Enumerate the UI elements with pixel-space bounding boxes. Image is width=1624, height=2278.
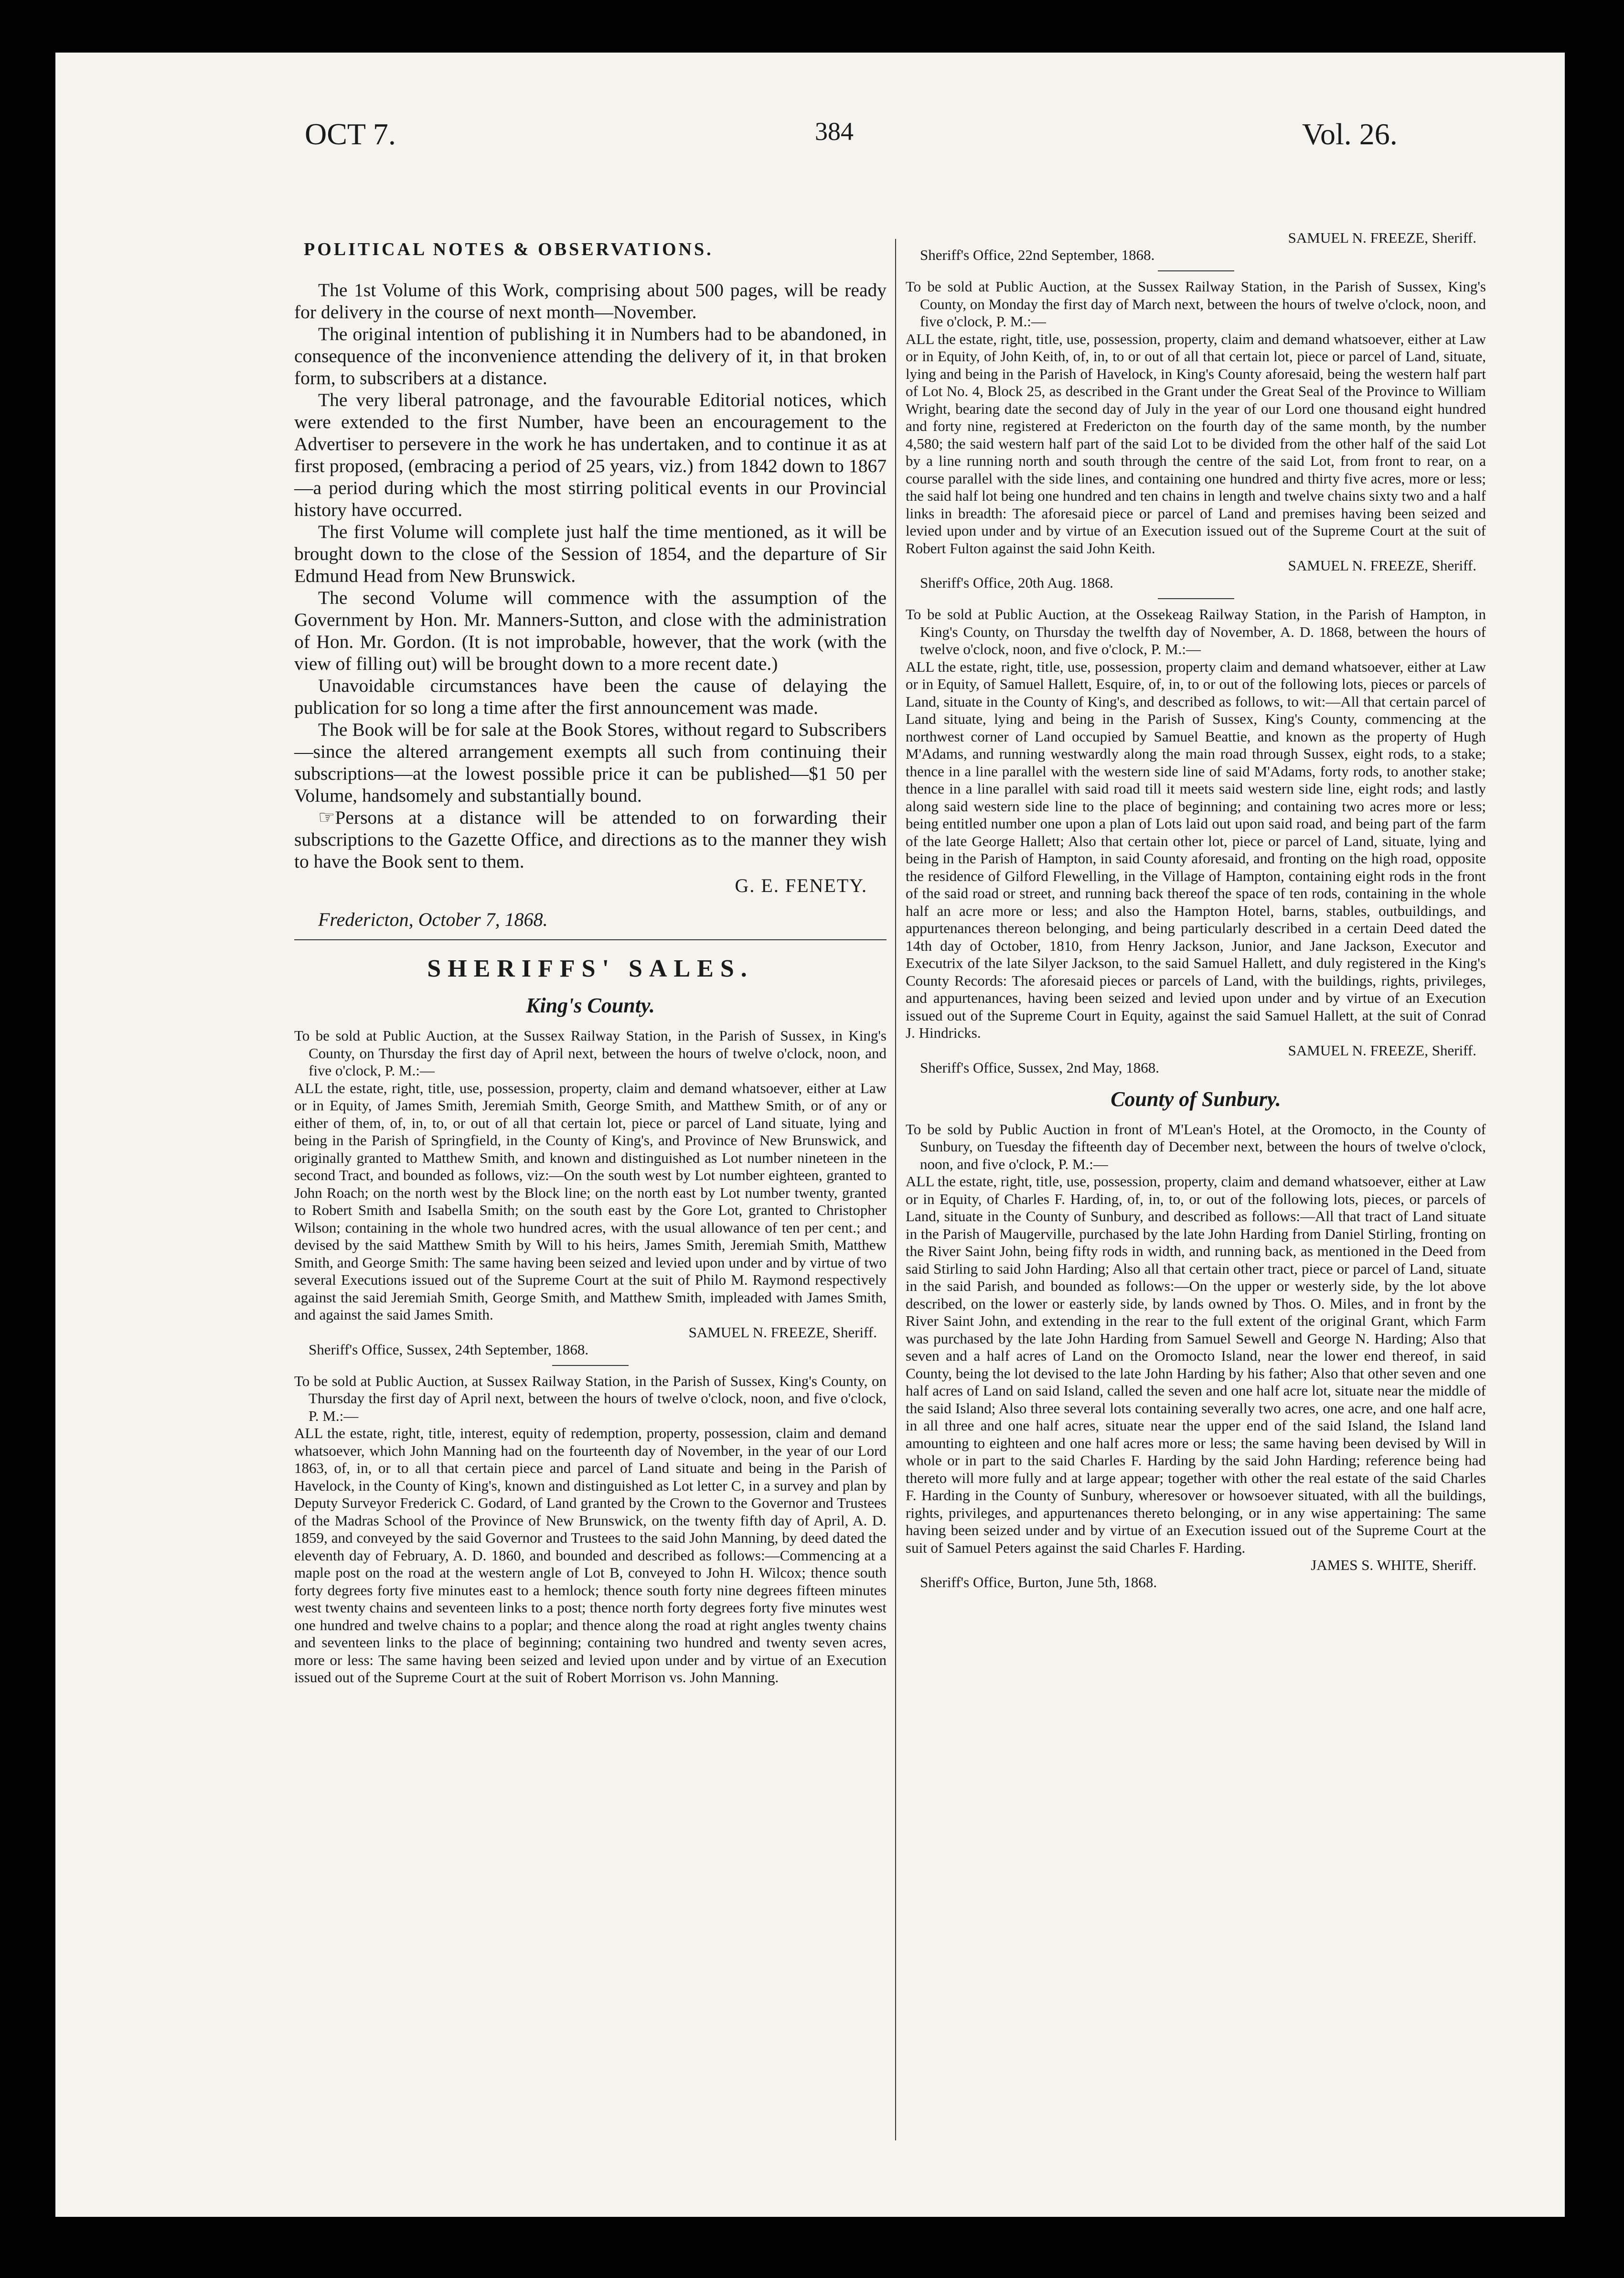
notes-paragraph: The original intention of publishing it in Numbers had to be abandoned, in consequence of the inconvenience attending the delivery of it, in that broken form, to subscribers at a distance. [294,323,887,388]
political-notes-title: POLITICAL NOTES & OBSERVATIONS. [304,239,714,259]
sheriff-office-date: Sheriff's Office, Sussex, 24th September, 1868. [309,1341,589,1358]
sheriff-signature: SAMUEL N. FREEZE, Sheriff. [1288,229,1476,246]
left-column [294,239,887,1687]
notice-rule [1158,270,1234,271]
sheriff-signature: SAMUEL N. FREEZE, Sheriff. [1288,557,1476,574]
notice-intro: To be sold at Public Auction, at Sussex Railway Station, in the Parish of Sussex, King's County, on Thursday the first day of April next, between the hours of twelve o'clock, noon, and five o'clock, P. M.:— [294,1372,887,1424]
notice-intro: To be sold at Public Auction, at the Sussex Railway Station, in the Parish of Sussex, King's County, on Monday the first day of March next, between the hours of twelve o'clock, noon, and five o'clock, P. M.:— [906,278,1486,330]
editor-signature: G. E. FENETY. [735,875,867,896]
sale-notice [906,606,1486,1076]
notice-body: ALL the estate, right, title, use, possession, property claim and demand whatsoever, either at Law or in Equity, of Samuel Hallett, Esquire, of, in, to or out of the following lots, pieces or parcels of Land, situate in the County of King's, and described as follows, to wit:—All that certain parcel of Land situate, lying and being in the Parish of Sussex, King's County, commencing at the northwest corner of Land occupied by Samuel Beattie, and known as the property of Hugh M'Adams, and running westwardly along the main road through Sussex, eight rods, to a stake; thence in a line parallel with the western side line of said M'Adams, forty rods, to another stake; thence in a line parallel with said road till it meets said western side line, eight rods; and lastly along said western side line to the place of beginning; and containing two acres more or less; being entitled number one upon a plan of Lots laid out upon said road, and being part of the farm of the late George Hallett; Also that certain other lot, piece or parcel of Land, situate, lying and being in the Parish of Hampton, in said County aforesaid, and fronting on the high road, opposite the residence of Gilford Flewelling, in the Village of Hampton, containing eight rods in the front of the said road or street, and running back thereof the space of ten rods, containing in the whole half an acre more or less; and also the Hampton Hotel, barns, stables, outbuildings, and appurtenances thereon belonging, and being particularly described in a certain Deed dated the 14th day of October, 1810, from Henry Jackson, Junior, and Jane Jackson, Executor and Executrix of the late Silyer Jackson, to the said Samuel Hallett, and duly registered in the King's County Records: The aforesaid pieces or parcels of Land, with the buildings, rights, privileges, and appurtenances, having been seized and levied upon under and by virtue of an Execution issued out of the Supreme Court in Equity, against the said Samuel Hallett, at the suit of Conrad J. Hindricks. [906,658,1486,1041]
issue-date: OCT 7. [305,117,396,151]
sheriff-office-date: Sheriff's Office, 20th Aug. 1868. [920,574,1113,591]
kings-county-heading: King's County. [526,994,655,1017]
notes-paragraph: The first Volume will complete just half the time mentioned, as it will be brought down to the close of the Session of 1854, and the departure of Sir Edmund Head from New Brunswick. [294,521,887,586]
volume-number: Vol. 26. [1302,117,1398,151]
notice-body: ALL the estate, right, title, interest, equity of redemption, property, possession, claim and demand whatsoever, which John Manning had on the fourteenth day of November, in the year of our Lord 1863, of, in, or to all that certain piece and parcel of Land situate and being in the Parish of Havelock, in the County of King's, known and distinguished as Lot letter C, in a survey and plan by Deputy Surveyor Frederick C. Godard, of Land granted by the Crown to the Governor and Trustees of the Madras School of the Province of New Brunswick, on the twenty fifth day of April, A. D. 1859, and conveyed by the said Governor and Trustees to the said John Manning, by deed dated the eleventh day of February, A. D. 1860, and bounded and described as follows:—Commencing at a maple post on the road at the western angle of Lot B, conveyed to John H. Wilcox; thence south forty degrees forty five minutes east to a hemlock; thence south forty nine degrees fifteen minutes west twenty chains and seventeen links to a post; thence north forty degrees forty five minutes west one hundred and twelve chains to a poplar; and thence along the road at right angles twenty chains and seventeen links to the place of beginning; containing two hundred and twenty seven acres, more or less: The same having been seized and levied upon under and by virtue of an Execution issued out of the Supreme Court at the suit of Robert Morrison vs. John Manning. [294,1425,887,1686]
notice-intro: To be sold at Public Auction, at the Sussex Railway Station, in the Parish of Sussex, in King's County, on Thursday the first day of April next, between the hours of twelve o'clock, noon, and five o'clock, P. M.:— [294,1027,887,1079]
sale-notice [294,1373,887,1687]
sunbury-county-heading: County of Sunbury. [1111,1087,1281,1111]
notice-body: ALL the estate, right, title, use, possession, property, claim and demand whatsoever, either at Law or in Equity, of Charles F. Harding, of, in, to, or out of the following lots, pieces, or parcels of Land, situate in the County of Sunbury, and described as follows:—All that tract of Land situate in the Parish of Maugerville, purchased by the late John Harding from Daniel Stirling, fronting on the River Saint John, being fifty rods in width, and running back, as mentioned in the Deed from said Stirling to said John Harding; Also all that certain other tract, piece or parcel of Land, situate in the said Parish, and bounded as follows:—On the upper or westerly side, by the lot above described, on the lower or easterly side, by lands owned by Thos. O. Miles, and in front by the River Saint John, and extending in the rear to the full extent of the original Grant, which Farm was purchased by the late John Harding from Samuel Sewell and George N. Harding; Also that seven and a half acres of Land on the Oromocto Island, near the lower end thereof, in said County, being the lot devised to the late John Harding by his father; Also that other seven and one half acres of Land on said Island, called the seven and one half acre lot, situate near the middle of the said Island; Also three several lots containing severally two acres, one acre, and one half acre, in all three and one half acres, situate near the upper end of the said Island, the Island land amounting to eighteen and one half acres more or less; the same having been devised by Will in whole or in part to the said Charles F. Harding by the said John Harding; reference being had thereto will more fully and at large appear; together with other the real estate of the said Charles F. Harding in the County of Sunbury, wheresover or howsoever situated, with all the buildings, rights, privileges, and appurtenances thereto belonging, or in any wise appertaining: The same having been seized under and by virtue of an Execution issued out of the Supreme Court at the suit of Samuel Peters against the said Charles F. Harding. [906,1173,1486,1556]
notes-paragraph: The second Volume will commence with the assumption of the Government by Hon. Mr. Manners-Sutton, and close with the administration of Hon. Mr. Gordon. (It is not improbable, however, that the work (with the view of filling out) will be brought down to a more recent date.) [294,587,887,674]
sale-notice [294,1027,887,1358]
sheriff-office-date: Sheriff's Office, 22nd September, 1868. [920,247,1155,263]
notice-intro: To be sold by Public Auction in front of M'Lean's Hotel, at the Oromocto, in the County of Sunbury, on Tuesday the fifteenth day of December next, between the hours of twelve o'clock, noon, and five o'clock, P. M.:— [906,1120,1486,1172]
dateline: Fredericton, October 7, 1868. [318,909,548,930]
notes-paragraph: The very liberal patronage, and the favourable Editorial notices, which were extended to the first Number, have been an encouragement to the Advertiser to persevere in the work he has undertaken, and to continue it as at first proposed, (embracing a period of 25 years, viz.) from 1842 down to 1867—a period during which the most stirring political events in our Provincial history have occurred. [294,389,887,520]
notice-intro: To be sold at Public Auction, at the Ossekeag Railway Station, in the Parish of Hampton, in King's County, on Thursday the twelfth day of November, A. D. 1868, between the hours of twelve o'clock, noon, and five o'clock, P. M.:— [906,606,1486,657]
notes-paragraph: ☞Persons at a distance will be attended to on forwarding their subscriptions to the Gazette Office, and directions as to the manner they wish to have the Book sent to them. [294,807,887,872]
political-notes-body [294,279,887,872]
sheriff-signature: JAMES S. WHITE, Sheriff. [1311,1557,1476,1573]
sheriff-office-date: Sheriff's Office, Burton, June 5th, 1868. [920,1574,1157,1590]
sheriff-office-date: Sheriff's Office, Sussex, 2nd May, 1868. [920,1059,1159,1076]
newspaper-page [55,53,1565,2217]
notes-paragraph: The 1st Volume of this Work, comprising about 500 pages, will be ready for delivery in the course of next month—November. [294,279,887,322]
notice-rule [1158,598,1234,599]
sale-notice [906,278,1486,591]
notes-paragraph: The Book will be for sale at the Book Stores, without regard to Subscribers—since the altered arrangement exempts all such from continuing their subscriptions—at the lowest possible price it can be published—$1 50 per Volume, handsomely and substantially bound. [294,719,887,806]
sheriffs-sales-heading: SHERIFFS' SALES. [427,955,754,982]
notes-paragraph: Unavoidable circumstances have been the cause of delaying the publication for so long a time after the first announcement was made. [294,675,887,718]
sheriff-signature: SAMUEL N. FREEZE, Sheriff. [688,1323,877,1341]
page-number: 384 [815,117,854,146]
section-rule [294,939,887,940]
notice-body: ALL the estate, right, title, use, possession, property, claim and demand whatsoever, either at Law or in Equity, of James Smith, Jeremiah Smith, George Smith, and Matthew Smith, or of any or either of them, of, in, to, or out of all that certain lot, piece or parcel of Land situate, lying and being in the Parish of Springfield, in the County of King's, and Province of New Brunswick, and originally granted to Matthew Smith, and known and distinguished as Lot number nineteen in the second Tract, and bounded as follows, viz:—On the south west by Lot number eighteen, granted to John Roach; on the north west by the Block line; on the north east by Lot number twenty, granted to Robert Smith and Isabella Smith; on the south east by the Gore Lot, granted to Christopher Wilson; containing in the whole two hundred acres, with the usual allowance of ten per cent.; and devised by the said Matthew Smith by Will to his heirs, James Smith, Jeremiah Smith, Matthew Smith, and George Smith: The same having been seized and levied upon under and by virtue of two several Executions issued out of the Supreme Court at the suit of Philo M. Raymond respectively against the said Jeremiah Smith, George Smith, and Matthew Smith, impleaded with James Smith, and against the said James Smith. [294,1079,887,1323]
notice-body: ALL the estate, right, title, use, possession, property, claim and demand whatsoever, either at Law or in Equity, of John Keith, of, in, to or out of all that certain lot, piece or parcel of Land, situate, lying and being in the Parish of Havelock, in King's County aforesaid, being the western half part of Lot No. 4, Block 25, as described in the Grant under the Great Seal of the Province to William Wright, bearing date the second day of July in the year of our Lord one thousand eight hundred and forty nine, registered at Fredericton on the fourth day of the same month, by the number 4,580; the said western half part of the said Lot to be divided from the other half of the said Lot by a line running north and south through the centre of the said Lot, from front to rear, on a course parallel with the side lines, and containing one hundred and thirty five acres, more or less; the said half lot being one hundred and ten chains in length and twelve chains sixty two and a half links in breadth: The aforesaid piece or parcel of Land and premises having been seized and levied upon under and by virtue of an Execution issued out of the Supreme Court at the suit of Robert Fulton against the said John Keith. [906,330,1486,557]
sheriff-signature: SAMUEL N. FREEZE, Sheriff. [1288,1042,1476,1059]
column-divider [895,239,896,2140]
sale-notice-continued [906,229,1486,264]
right-column [906,229,1486,1591]
notice-rule [552,1365,629,1366]
sale-notice [906,1121,1486,1591]
